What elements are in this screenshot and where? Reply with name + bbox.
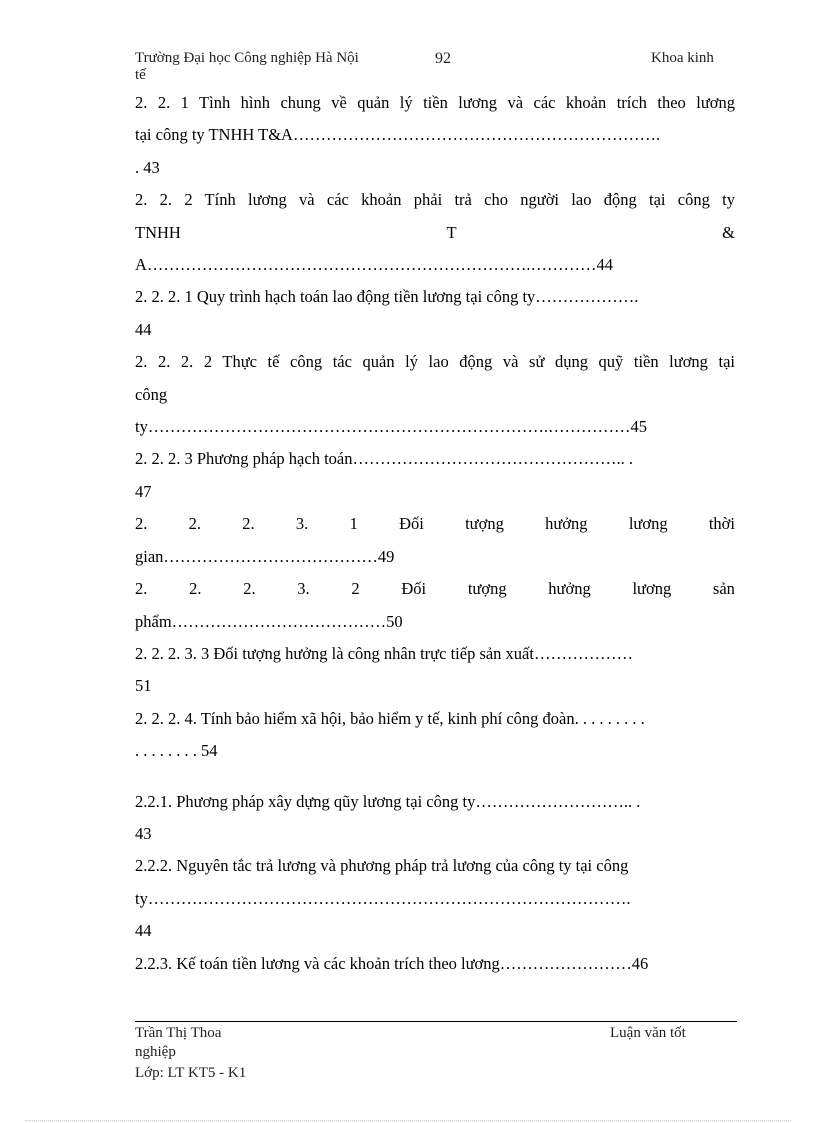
toc-word: 2. <box>188 514 202 534</box>
toc-line: 2. 2. 2. 1 Quy trình hạch toán lao động tiền lương tại công ty………………. <box>135 287 639 307</box>
header-school: Trường Đại học Công nghiệp Hà Nội <box>135 50 359 66</box>
footer-class: Lớp: LT KT5 - K1 <box>135 1065 247 1081</box>
footer-author: Trần Thị Thoa <box>135 1025 222 1041</box>
toc-word: 3. <box>295 514 309 534</box>
toc-entry-2-2-2-1 <box>135 281 735 346</box>
toc-entry-2-2-3-b <box>135 948 735 980</box>
toc-line: 2. 2. 2. 4. Tính bảo hiểm xã hội, bảo hiểm y tế, kinh phí công đoàn. . . . . . . . . <box>135 708 645 728</box>
toc-word: 2. <box>189 579 202 599</box>
toc-word: thời <box>708 514 735 534</box>
toc-entry-2-2-2-3-2 <box>135 573 735 638</box>
toc-line-spread <box>135 217 735 249</box>
toc-line: 2.2.2. Nguyên tắc trả lương và phương pháp trả lương của công ty tại công <box>135 856 629 876</box>
toc-line: 43 <box>135 823 152 843</box>
toc-entry-2-2-2-2 <box>135 346 735 443</box>
toc-word: Đối <box>401 579 427 599</box>
toc-line: 2. 2. 2. 3 Phương pháp hạch toán………………………………………….. . <box>135 449 633 469</box>
toc-entry-2-2-2-b <box>135 850 735 947</box>
toc-word: & <box>722 222 735 242</box>
header-page-number: 92 <box>435 50 451 67</box>
toc-word: T <box>446 222 457 242</box>
toc-entry-2-2-2 <box>135 184 735 281</box>
toc-line: 51 <box>135 676 152 696</box>
toc-word: sản <box>712 579 735 599</box>
toc-line-spread <box>135 573 735 605</box>
toc-line: . 43 <box>135 157 160 177</box>
footer-divider <box>135 1021 737 1022</box>
toc-line: . . . . . . . . 54 <box>135 741 218 761</box>
toc-word: 2 <box>351 579 360 599</box>
toc-word: tượng <box>465 514 504 534</box>
toc-line: tại công ty TNHH T&A…………………………………………………………. <box>135 125 661 145</box>
toc-line-spread-text <box>135 573 735 605</box>
toc-word: lương <box>628 514 668 534</box>
footer-thesis: Luận văn tốt <box>610 1025 686 1041</box>
toc-line: công <box>135 384 168 404</box>
toc-line-spread-text <box>135 217 735 249</box>
toc-line: 2. 2. 2. 2 Thực tế công tác quản lý lao động và sử dụng quỹ tiền lương tại <box>135 352 735 372</box>
toc-line: gian…………………………………49 <box>135 546 395 566</box>
page-bottom-border <box>25 1120 791 1121</box>
toc-line-spread <box>135 508 735 540</box>
toc-word: 2. <box>135 579 148 599</box>
toc-line: 2.2.3. Kế toán tiền lương và các khoản trích theo lương……………………46 <box>135 953 649 973</box>
toc-line: 2. 2. 1 Tình hình chung về quản lý tiền lương và các khoản trích theo lương <box>135 93 735 112</box>
toc-word: 3. <box>297 579 310 599</box>
toc-line: 44 <box>135 319 152 339</box>
toc-word: 2. <box>242 514 255 534</box>
header-department: Khoa kinh <box>651 50 714 66</box>
toc-entry-2-2-2-3-3 <box>135 638 735 703</box>
toc-entry-2-2-1 <box>135 87 735 184</box>
table-of-contents <box>135 87 735 980</box>
toc-entry-2-2-2-4 <box>135 703 735 768</box>
toc-line: 2.2.1. Phương pháp xây dựng qũy lương tại công ty……………………….. . <box>135 791 641 811</box>
toc-entry-2-2-1-b <box>135 786 735 851</box>
toc-line: A…………………………………………………………….…………44 <box>135 255 614 275</box>
toc-word: TNHH <box>135 222 181 242</box>
toc-word: hưởng <box>548 579 591 599</box>
toc-word: 2. <box>243 579 256 599</box>
toc-word: tượng <box>467 579 507 599</box>
toc-word: 2. <box>135 514 148 534</box>
toc-line: 2. 2. 2 Tính lương và các khoản phải trả cho người lao động tại công ty <box>135 190 735 210</box>
section-gap <box>135 768 735 786</box>
toc-line: 47 <box>135 481 152 501</box>
toc-entry-2-2-2-3 <box>135 443 735 508</box>
toc-line: 2. 2. 2. 3. 3 Đối tượng hưởng là công nhân trực tiếp sản xuất……………… <box>135 643 633 663</box>
toc-line-spread-text <box>135 508 735 540</box>
toc-line: 44 <box>135 921 152 941</box>
toc-word: hưởng <box>545 514 588 534</box>
toc-entry-2-2-2-3-1 <box>135 508 735 573</box>
toc-word: lương <box>632 579 672 599</box>
toc-word: 1 <box>349 514 358 534</box>
toc-line: phẩm…………………………………50 <box>135 611 403 631</box>
toc-line: ty……………………………………………………………….……………45 <box>135 417 647 437</box>
footer-thesis-wrap: nghiệp <box>135 1044 176 1060</box>
toc-word: Đối <box>399 514 424 534</box>
toc-line: ty……………………………………………………………………………. <box>135 888 631 908</box>
header-department-wrap: tế <box>135 67 146 83</box>
